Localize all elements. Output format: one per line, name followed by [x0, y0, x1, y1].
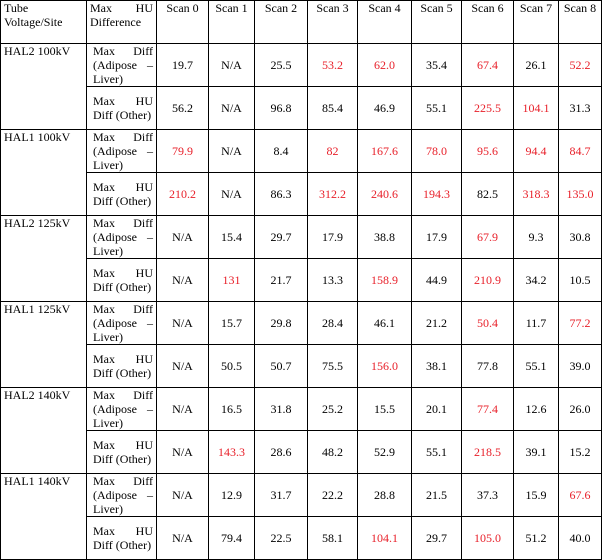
value-cell: 158.9	[358, 259, 412, 302]
value-cell: 52.2	[559, 44, 602, 87]
site-cell: HAL1 100kV	[1, 130, 87, 216]
value-cell: 79.9	[157, 130, 209, 173]
value-cell: 82.5	[462, 173, 514, 216]
value-cell: 105.0	[462, 517, 514, 560]
site-cell: HAL1 140kV	[1, 474, 87, 560]
header-site: Tube Voltage/Site	[1, 1, 87, 44]
value-cell: 94.4	[514, 130, 559, 173]
value-cell: 21.7	[255, 259, 308, 302]
site-cell: HAL1 125kV	[1, 302, 87, 388]
metric-cell: Max Diff (Adipose – Liver)	[87, 388, 157, 431]
metric-cell: Max HU Diff (Other)	[87, 345, 157, 388]
value-cell: 28.6	[255, 431, 308, 474]
value-cell: 50.7	[255, 345, 308, 388]
value-cell: 34.2	[514, 259, 559, 302]
value-cell: N/A	[209, 130, 255, 173]
value-cell: 31.8	[255, 388, 308, 431]
value-cell: 62.0	[358, 44, 412, 87]
table-row	[1, 517, 602, 560]
value-cell: 156.0	[358, 345, 412, 388]
value-cell: 67.4	[462, 44, 514, 87]
site-cell: HAL2 100kV	[1, 44, 87, 130]
header-metric: Max HU Difference	[87, 1, 157, 44]
value-cell: 37.3	[462, 474, 514, 517]
site-cell: HAL2 125kV	[1, 216, 87, 302]
value-cell: 13.3	[308, 259, 358, 302]
value-cell: 15.9	[514, 474, 559, 517]
value-cell: 218.5	[462, 431, 514, 474]
header-scan: Scan 5	[412, 1, 462, 44]
value-cell: 86.3	[255, 173, 308, 216]
value-cell: 312.2	[308, 173, 358, 216]
value-cell: 8.4	[255, 130, 308, 173]
value-cell: 29.7	[255, 216, 308, 259]
value-cell: 210.9	[462, 259, 514, 302]
value-cell: N/A	[209, 87, 255, 130]
value-cell: 15.7	[209, 302, 255, 345]
table-row	[1, 474, 602, 517]
metric-cell: Max Diff (Adipose – Liver)	[87, 130, 157, 173]
value-cell: 26.1	[514, 44, 559, 87]
value-cell: 30.8	[559, 216, 602, 259]
value-cell: 77.8	[462, 345, 514, 388]
value-cell: 50.4	[462, 302, 514, 345]
header-scan: Scan 3	[308, 1, 358, 44]
value-cell: 10.5	[559, 259, 602, 302]
value-cell: 22.2	[308, 474, 358, 517]
value-cell: 104.1	[514, 87, 559, 130]
value-cell: 78.0	[412, 130, 462, 173]
value-cell: 240.6	[358, 173, 412, 216]
header-scan: Scan 1	[209, 1, 255, 44]
value-cell: 52.9	[358, 431, 412, 474]
value-cell: 318.3	[514, 173, 559, 216]
table-row	[1, 345, 602, 388]
value-cell: 55.1	[412, 431, 462, 474]
value-cell: 21.2	[412, 302, 462, 345]
value-cell: N/A	[209, 44, 255, 87]
metric-cell: Max HU Diff (Other)	[87, 431, 157, 474]
value-cell: 9.3	[514, 216, 559, 259]
value-cell: 21.5	[412, 474, 462, 517]
value-cell: 67.6	[559, 474, 602, 517]
value-cell: 135.0	[559, 173, 602, 216]
value-cell: 12.6	[514, 388, 559, 431]
value-cell: N/A	[157, 259, 209, 302]
value-cell: 20.1	[412, 388, 462, 431]
value-cell: N/A	[157, 216, 209, 259]
header-scan: Scan 2	[255, 1, 308, 44]
value-cell: 17.9	[308, 216, 358, 259]
table-row	[1, 44, 602, 87]
table-row	[1, 216, 602, 259]
header-scan: Scan 8	[559, 1, 602, 44]
value-cell: 55.1	[412, 87, 462, 130]
table-body	[1, 44, 602, 560]
value-cell: N/A	[157, 345, 209, 388]
value-cell: 11.7	[514, 302, 559, 345]
value-cell: 58.1	[308, 517, 358, 560]
value-cell: 39.1	[514, 431, 559, 474]
value-cell: 40.0	[559, 517, 602, 560]
table-row	[1, 259, 602, 302]
table-row	[1, 431, 602, 474]
value-cell: 75.5	[308, 345, 358, 388]
value-cell: 96.8	[255, 87, 308, 130]
value-cell: 26.0	[559, 388, 602, 431]
value-cell: 25.2	[308, 388, 358, 431]
metric-cell: Max Diff (Adipose – Liver)	[87, 216, 157, 259]
value-cell: 31.3	[559, 87, 602, 130]
value-cell: 67.9	[462, 216, 514, 259]
header-row	[1, 1, 602, 44]
value-cell: 194.3	[412, 173, 462, 216]
value-cell: 55.1	[514, 345, 559, 388]
value-cell: 28.8	[358, 474, 412, 517]
value-cell: 15.5	[358, 388, 412, 431]
table-row	[1, 302, 602, 345]
metric-cell: Max Diff (Adipose – Liver)	[87, 302, 157, 345]
site-cell: HAL2 140kV	[1, 388, 87, 474]
value-cell: 38.8	[358, 216, 412, 259]
value-cell: N/A	[157, 388, 209, 431]
value-cell: 19.7	[157, 44, 209, 87]
value-cell: 95.6	[462, 130, 514, 173]
metric-cell: Max HU Diff (Other)	[87, 259, 157, 302]
header-scan: Scan 4	[358, 1, 412, 44]
header-scan: Scan 6	[462, 1, 514, 44]
value-cell: N/A	[157, 431, 209, 474]
value-cell: 46.9	[358, 87, 412, 130]
metric-cell: Max HU Diff (Other)	[87, 87, 157, 130]
header-scan: Scan 0	[157, 1, 209, 44]
value-cell: N/A	[157, 302, 209, 345]
value-cell: 17.9	[412, 216, 462, 259]
metric-cell: Max Diff (Adipose – Liver)	[87, 474, 157, 517]
value-cell: 104.1	[358, 517, 412, 560]
value-cell: 46.1	[358, 302, 412, 345]
header-scan: Scan 7	[514, 1, 559, 44]
value-cell: 29.8	[255, 302, 308, 345]
value-cell: 44.9	[412, 259, 462, 302]
value-cell: 22.5	[255, 517, 308, 560]
value-cell: 39.0	[559, 345, 602, 388]
value-cell: 48.2	[308, 431, 358, 474]
value-cell: 25.5	[255, 44, 308, 87]
value-cell: 15.2	[559, 431, 602, 474]
value-cell: 77.2	[559, 302, 602, 345]
value-cell: 167.6	[358, 130, 412, 173]
value-cell: 38.1	[412, 345, 462, 388]
value-cell: 84.7	[559, 130, 602, 173]
value-cell: N/A	[157, 474, 209, 517]
value-cell: 85.4	[308, 87, 358, 130]
table-row	[1, 87, 602, 130]
metric-cell: Max Diff (Adipose – Liver)	[87, 44, 157, 87]
value-cell: 131	[209, 259, 255, 302]
value-cell: N/A	[209, 173, 255, 216]
value-cell: 50.5	[209, 345, 255, 388]
value-cell: 31.7	[255, 474, 308, 517]
metric-cell: Max HU Diff (Other)	[87, 517, 157, 560]
value-cell: 79.4	[209, 517, 255, 560]
value-cell: 143.3	[209, 431, 255, 474]
value-cell: 28.4	[308, 302, 358, 345]
value-cell: 35.4	[412, 44, 462, 87]
table-row	[1, 130, 602, 173]
value-cell: 29.7	[412, 517, 462, 560]
value-cell: 53.2	[308, 44, 358, 87]
value-cell: 77.4	[462, 388, 514, 431]
value-cell: 16.5	[209, 388, 255, 431]
value-cell: 12.9	[209, 474, 255, 517]
value-cell: 51.2	[514, 517, 559, 560]
table-row	[1, 173, 602, 216]
value-cell: 15.4	[209, 216, 255, 259]
value-cell: 82	[308, 130, 358, 173]
value-cell: 210.2	[157, 173, 209, 216]
value-cell: 225.5	[462, 87, 514, 130]
value-cell: 56.2	[157, 87, 209, 130]
value-cell: N/A	[157, 517, 209, 560]
table-row	[1, 388, 602, 431]
metric-cell: Max HU Diff (Other)	[87, 173, 157, 216]
